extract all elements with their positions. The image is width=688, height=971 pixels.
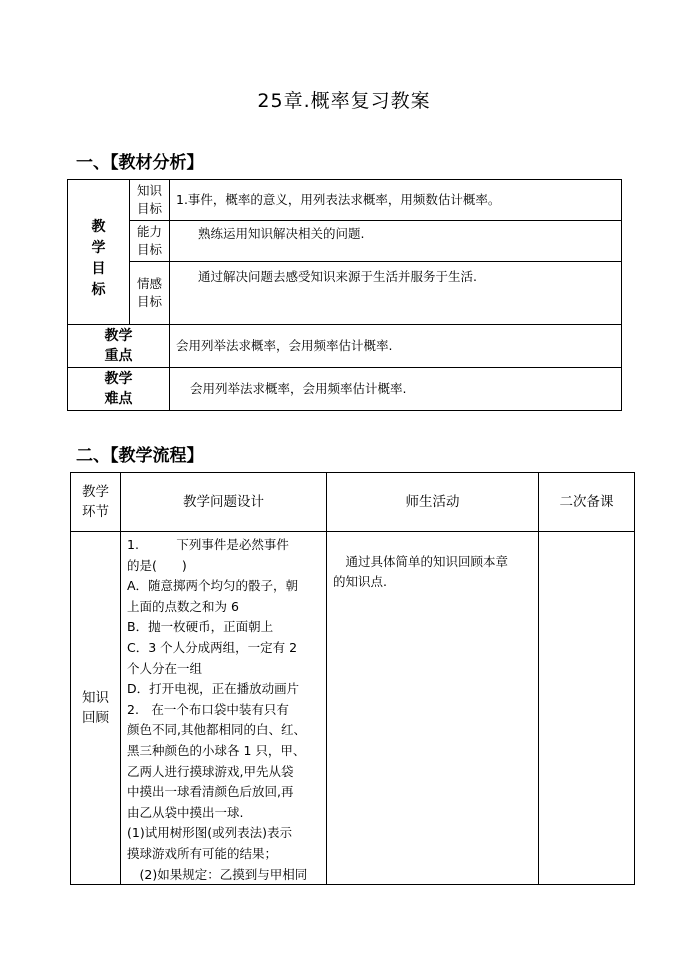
question-line: 1. 下列事件是必然事件 [127,537,289,552]
key-point-text: 会用列举法求概率，会用频率估计概率. [170,325,622,368]
goal-label-char: 标 [91,282,106,298]
activity-cell [327,532,539,885]
question-line: 由乙从袋中摸出一球. [127,804,244,820]
ability-goal-text: 熟练运用知识解决相关的问题. [170,221,622,262]
teaching-goal-label [68,180,130,325]
header-question-design: 教学问题设计 [121,473,327,532]
question-line: (2)如果规定：乙摸到与甲相同 [127,866,308,881]
header-stage: 教学 环节 [71,473,121,532]
goal-label-char: 目 [91,261,106,277]
activity-line: 通过具体简单的知识回顾本章 [333,554,509,569]
difficulty-text: 会用列举法求概率，会用频率估计概率. [170,368,622,411]
header-second-prep: 二次备课 [539,473,635,532]
teaching-process-table [70,472,635,885]
second-prep-cell [539,532,635,885]
question-line: 2. 在一个布口袋中装有只有 [127,701,289,717]
question-line: 黑三种颜色的小球各 1 只，甲、 [127,742,306,758]
activity-line: 的知识点. [333,574,387,589]
knowledge-goal-label: 知识 目标 [130,180,170,221]
goal-label-char: 教 [91,219,106,235]
question-line: 的是( ) [127,557,187,573]
ability-goal-label: 能力 目标 [130,221,170,262]
question-design-cell [121,532,327,885]
emotion-goal-text: 通过解决问题去感受知识来源于生活并服务于生活. [170,262,622,325]
stage-knowledge-review: 知识 回顾 [71,532,121,885]
question-line: 个人分在一组 [127,660,203,676]
section-heading-material-analysis: 一、【教材分析】 [76,153,204,173]
material-analysis-table [67,179,622,411]
header-activity: 师生活动 [327,473,539,532]
section-heading-teaching-process: 二、【教学流程】 [76,446,204,466]
emotion-goal-label: 情感 目标 [130,262,170,325]
question-line: 摸球游戏所有可能的结果； [127,845,278,861]
question-line: A．随意掷两个均匀的骰子，朝 [127,578,299,594]
document-title: 25章.概率复习教案 [257,90,431,112]
question-line: D．打开电视，正在播放动画片 [127,681,300,697]
goal-label-char: 学 [91,240,106,256]
question-line: 乙两人进行摸球游戏,甲先从袋 [127,763,294,779]
key-point-label: 教学 重点 [68,325,170,368]
knowledge-goal-text: 1.事件，概率的意义，用列表法求概率，用频数估计概率。 [170,180,622,221]
difficulty-label: 教学 难点 [68,368,170,411]
question-line: C．3 个人分成两组，一定有 2 [127,639,298,655]
question-line: (1)试用树形图(或列表法)表示 [127,825,292,841]
question-line: B．抛一枚硬币，正面朝上 [127,619,274,635]
question-line: 中摸出一球看清颜色后放回,再 [127,784,294,800]
question-line: 上面的点数之和为 6 [127,598,239,614]
question-line: 颜色不同,其他都相同的白、红、 [127,722,306,738]
